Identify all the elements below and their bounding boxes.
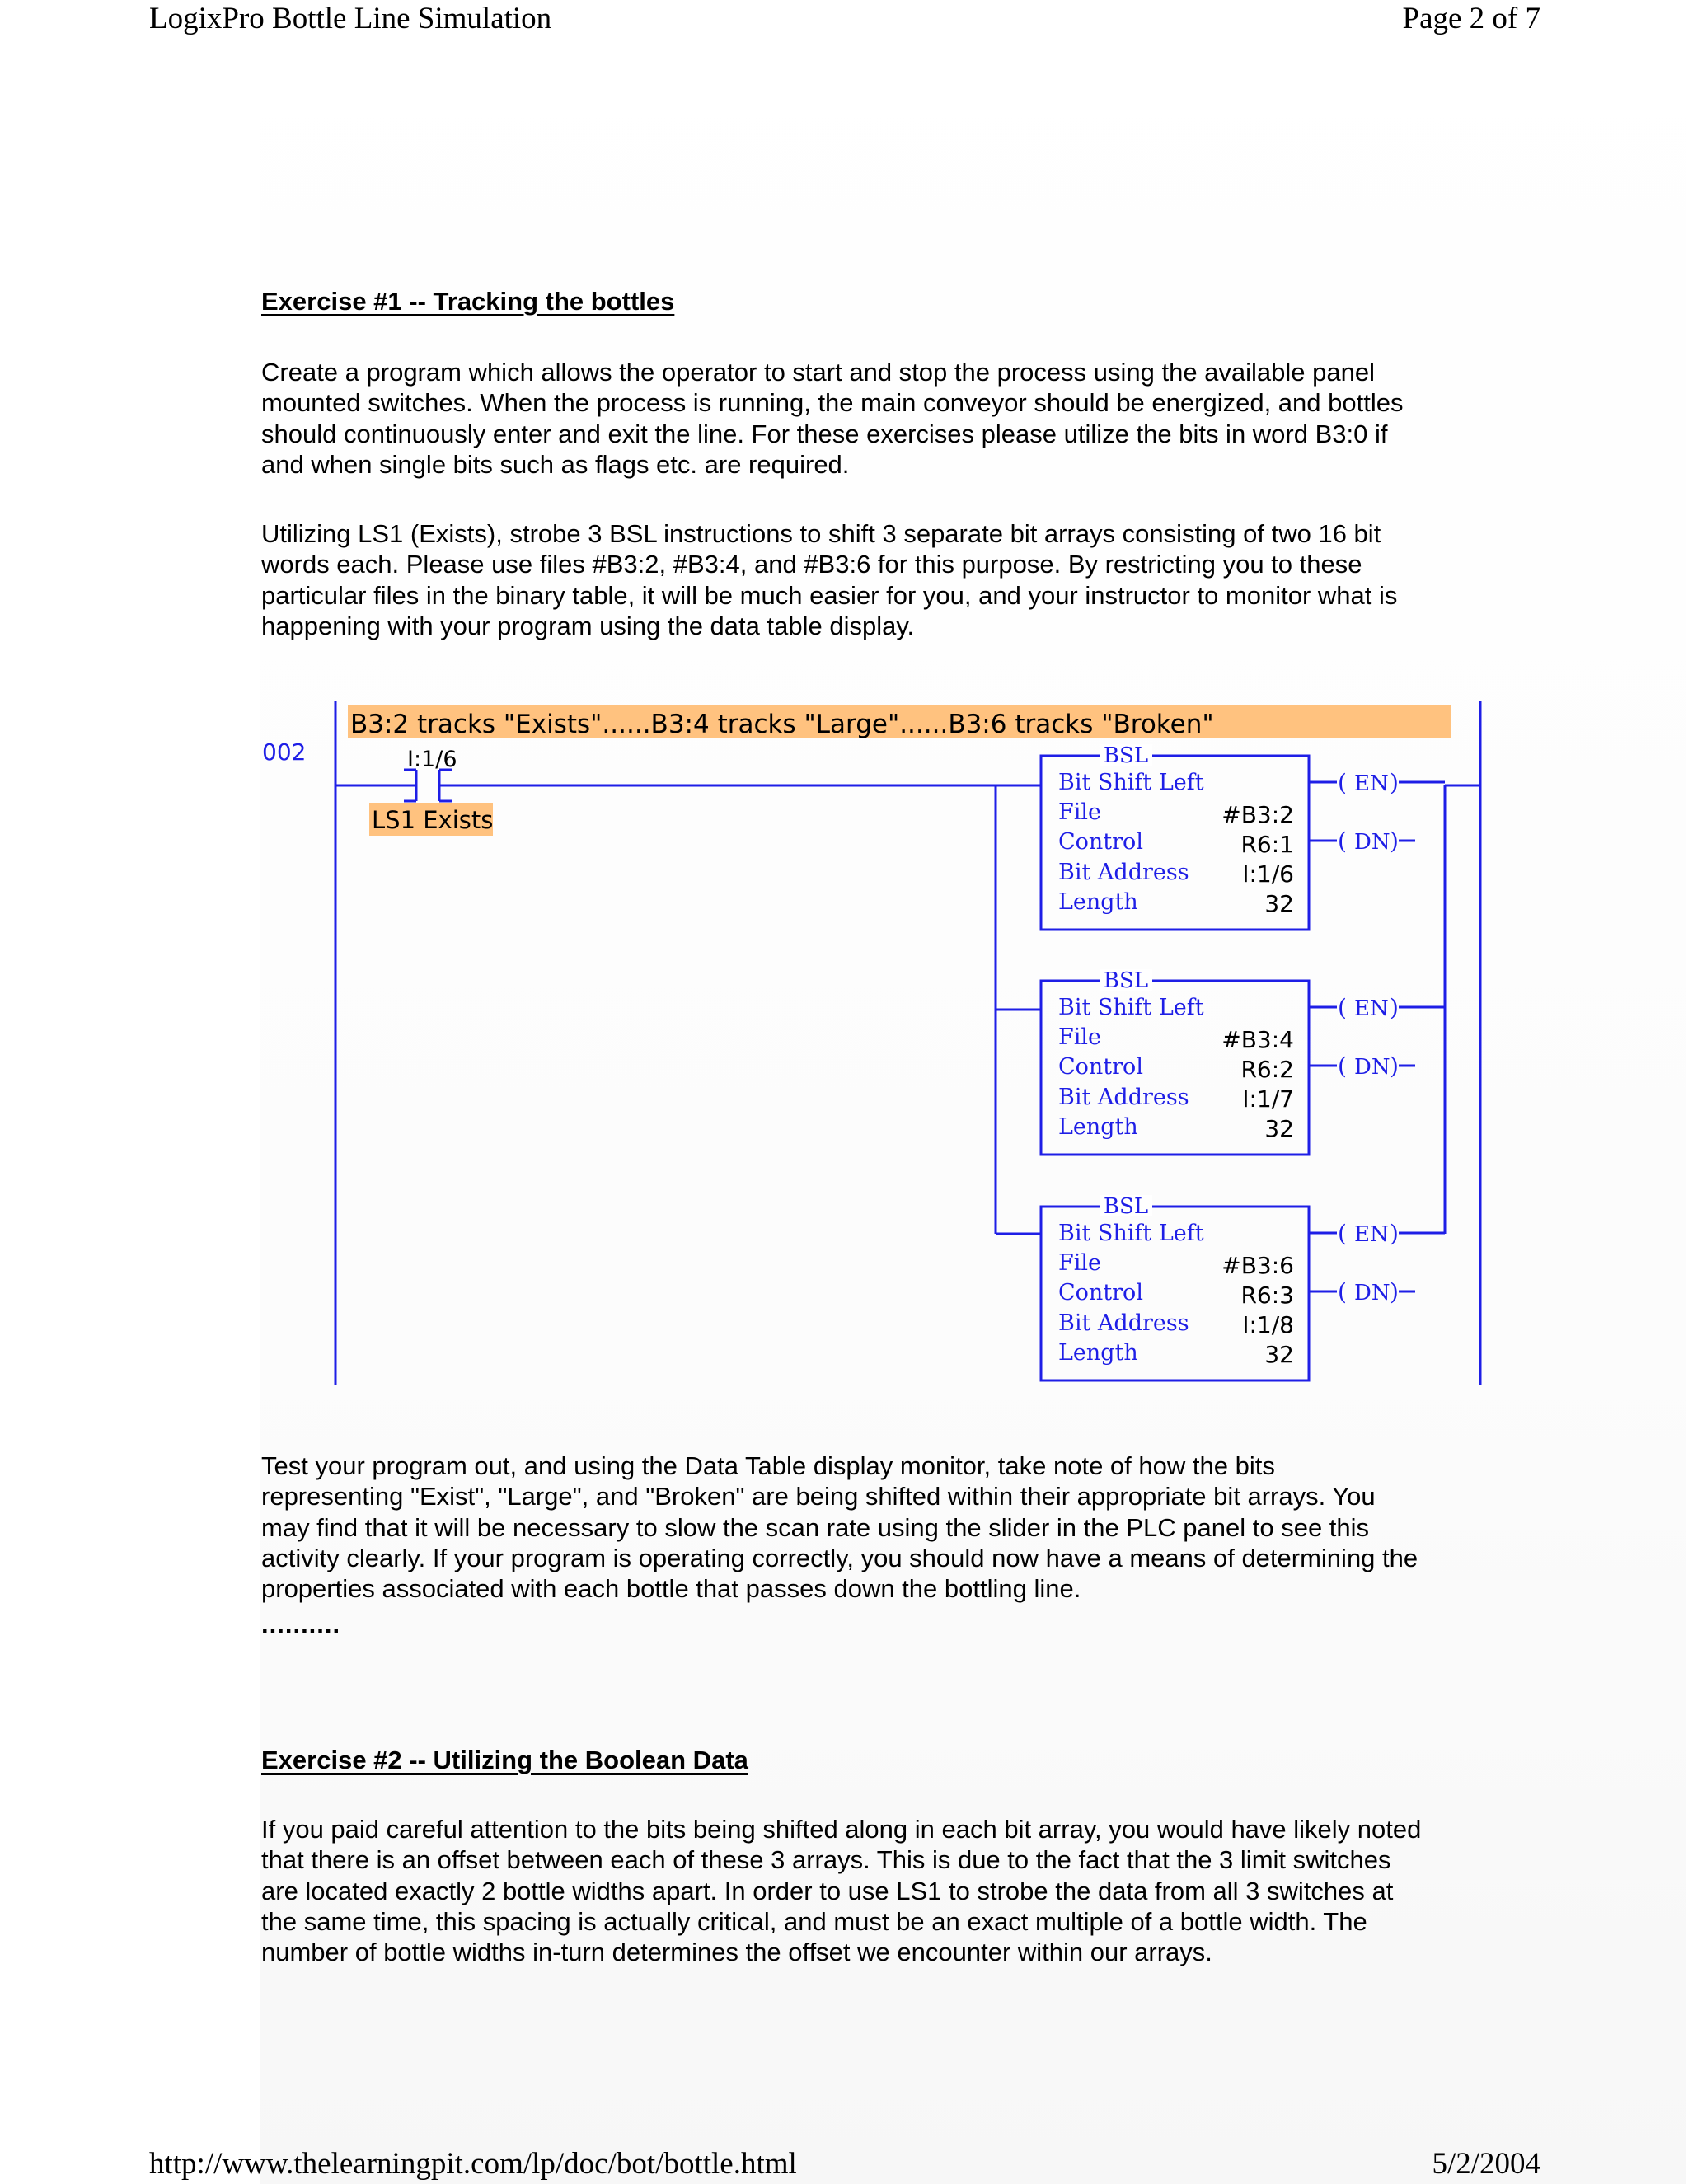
en-coil-close: ) <box>1390 1220 1399 1247</box>
bsl-block <box>996 968 1445 1155</box>
dn-coil-close: ) <box>1390 1278 1399 1305</box>
bit-address-label: Bit Address <box>1058 1085 1189 1110</box>
en-coil-close: ) <box>1390 769 1399 796</box>
dn-coil-open: ( <box>1338 1278 1347 1305</box>
file-label: File <box>1058 799 1101 825</box>
en-coil-open: ( <box>1338 769 1347 796</box>
control-label: Control <box>1058 1054 1143 1080</box>
file-label: File <box>1058 1024 1101 1050</box>
control-label: Control <box>1058 829 1143 855</box>
control-value: R6:2 <box>1240 1056 1294 1083</box>
control-value: R6:1 <box>1240 831 1294 858</box>
en-coil: EN <box>1354 771 1389 796</box>
control-value: R6:3 <box>1240 1282 1294 1309</box>
footer-date: 5/2/2004 <box>1432 2147 1540 2181</box>
rung-comment: B3:2 tracks "Exists"......B3:4 tracks "Large"......B3:6 tracks "Broken" <box>350 710 1214 739</box>
exercise1-paragraph-3: Test your program out, and using the Data Table display monitor, take note of how the bits representing "Exist", "Large", and "Broken" are being shifted within their appropriate bit arrays. You may find that it will be necessary to slow the scan rate using the slider in the PLC panel to see this activity clearly. If your program is operating correctly, you should now have a means of determining the properties associated with each bottle that passes down the bottling line. <box>261 1451 1418 1604</box>
xic-contact <box>398 770 457 801</box>
length-label: Length <box>1058 1340 1138 1366</box>
file-value: #B3:2 <box>1221 801 1294 828</box>
bsl-block <box>996 743 1445 930</box>
block-title: Bit Shift Left <box>1058 995 1204 1020</box>
footer-url: http://www.thelearningpit.com/lp/doc/bot/bottle.html <box>149 2147 797 2181</box>
en-coil: EN <box>1354 996 1389 1021</box>
rung-number: 002 <box>262 738 307 766</box>
exercise2-paragraph-1: If you paid careful attention to the bits being shifted along in each bit array, you would have likely noted that there is an offset between each of these 3 arrays. This is due to the fact that the 3 limit switches are located exactly 2 bottle widths apart. In order to use LS1 to strobe the data from all 3 switches at the same time, this spacing is actually critical, and must be an exact multiple of a bottle width. The number of bottle widths in-turn determines the offset we encounter within our arrays. <box>261 1815 1422 1967</box>
en-coil-open: ( <box>1338 1220 1347 1247</box>
dn-coil: DN <box>1354 830 1390 855</box>
en-coil: EN <box>1354 1222 1389 1247</box>
bit-address-value: I:1/6 <box>1242 860 1294 888</box>
en-coil-open: ( <box>1338 994 1347 1021</box>
ellipsis-dots: .......... <box>261 1610 341 1638</box>
file-label: File <box>1058 1250 1101 1276</box>
contact-label: LS1 Exists <box>372 806 494 834</box>
exercise2-heading: Exercise #2 -- Utilizing the Boolean Data <box>261 1746 748 1774</box>
dn-coil-open: ( <box>1338 1052 1347 1080</box>
length-value: 32 <box>1264 890 1294 917</box>
document-title: LogixPro Bottle Line Simulation <box>149 2 552 35</box>
bit-address-value: I:1/8 <box>1242 1311 1294 1338</box>
exercise1-paragraph-2: Utilizing LS1 (Exists), strobe 3 BSL instructions to shift 3 separate bit arrays consisting of two 16 bit words each. Please use files #B3:2, #B3:4, and #B3:6 for this purpose. By restricting you to these particular files in the binary table, it will be much easier for you, and your instructor to monitor what is happening with your program using the data table display. <box>261 519 1398 640</box>
bit-address-value: I:1/7 <box>1242 1085 1294 1113</box>
control-label: Control <box>1058 1280 1143 1305</box>
en-coil-close: ) <box>1390 994 1399 1021</box>
length-value: 32 <box>1264 1341 1294 1368</box>
file-value: #B3:4 <box>1221 1026 1294 1053</box>
file-value: #B3:6 <box>1221 1252 1294 1279</box>
block-type: BSL <box>1103 968 1149 993</box>
length-value: 32 <box>1264 1115 1294 1142</box>
length-label: Length <box>1058 889 1138 915</box>
bit-address-label: Bit Address <box>1058 860 1189 885</box>
dn-coil: DN <box>1354 1281 1390 1305</box>
dn-coil-close: ) <box>1390 827 1399 855</box>
dn-coil-open: ( <box>1338 827 1347 855</box>
dn-coil-close: ) <box>1390 1052 1399 1080</box>
dn-coil: DN <box>1354 1055 1390 1080</box>
bit-address-label: Bit Address <box>1058 1310 1189 1336</box>
exercise1-heading: Exercise #1 -- Tracking the bottles <box>261 287 675 316</box>
length-label: Length <box>1058 1114 1138 1140</box>
page-number: Page 2 of 7 <box>1402 2 1540 35</box>
block-type: BSL <box>1103 743 1149 768</box>
block-type: BSL <box>1103 1194 1149 1219</box>
block-title: Bit Shift Left <box>1058 770 1204 795</box>
block-title: Bit Shift Left <box>1058 1221 1204 1246</box>
bsl-block <box>996 1194 1445 1380</box>
contact-address: I:1/6 <box>407 747 457 772</box>
exercise1-paragraph-1: Create a program which allows the operator to start and stop the process using the available panel mounted switches. When the process is running, the main conveyor should be energized, and bottles should continuously enter and exit the line. For these exercises please utilize the bits in word B3:0 if and when single bits such as flags etc. are required. <box>261 358 1404 479</box>
